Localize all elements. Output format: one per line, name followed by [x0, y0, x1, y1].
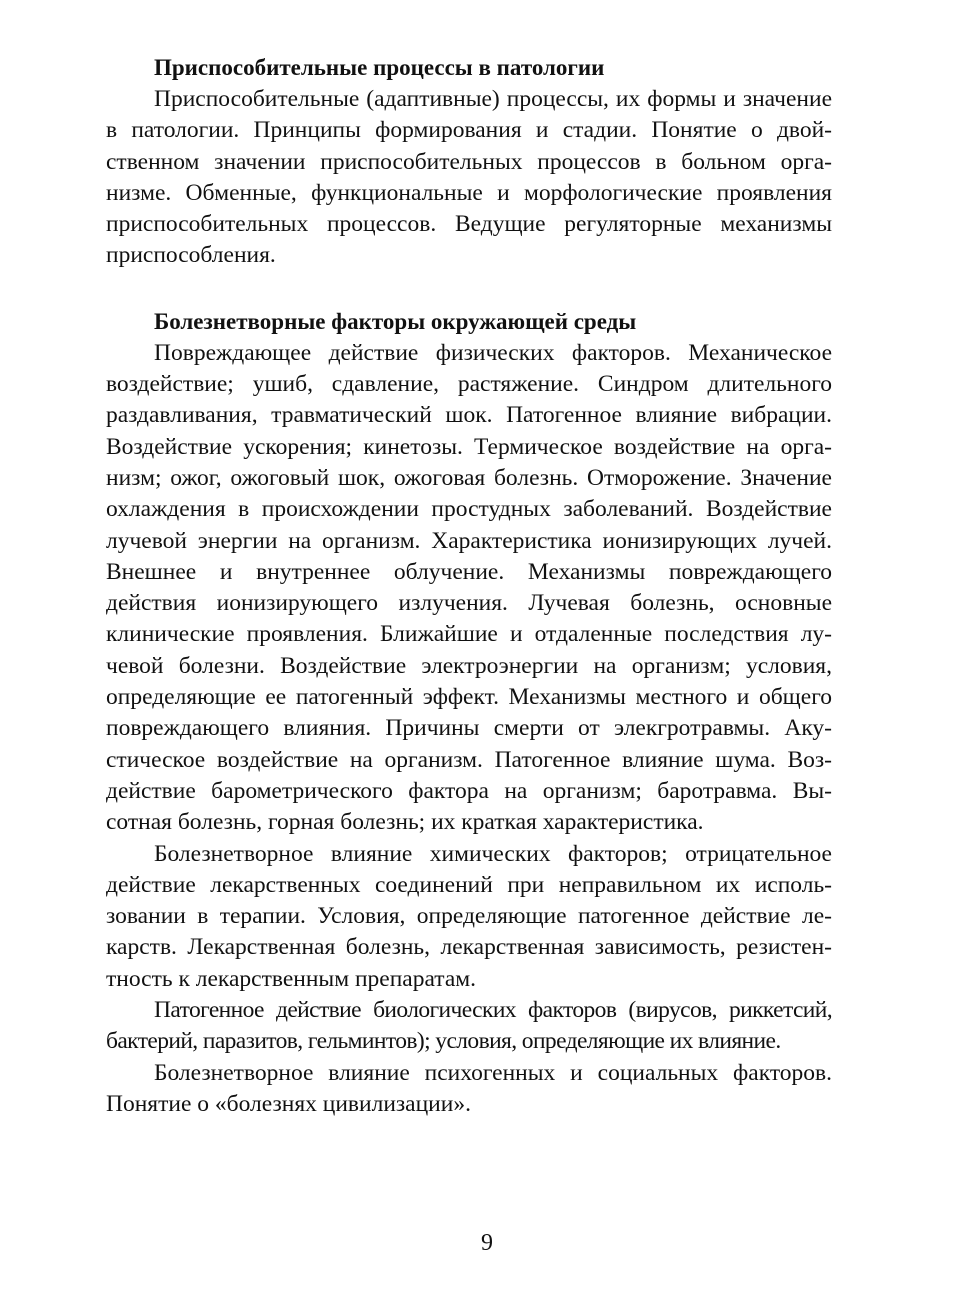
document-page — [106, 52, 832, 1120]
paragraph: Приспособительные (адаптивные) процессы, их формы и значение в патологии. Принципы формирования и стадии. Понятие о двойственном значении приспособительных процессов в больном организме. Обменные, функциональные и морфологические проявления приспособительных процессов. Ведущие регуляторные механизмы приспособления. — [106, 86, 832, 269]
section-heading: Болезнетворные факторы окружающей среды — [154, 308, 637, 334]
paragraph: Болезнетворное влияние психогенных и социальных факторов. Понятие о «болезнях цивилизации». — [106, 1059, 832, 1117]
section-environmental-factors — [106, 306, 832, 1120]
page-number: 9 — [481, 1230, 493, 1256]
section-adaptive-processes — [106, 52, 832, 272]
section-heading: Приспособительные процессы в патологии — [154, 55, 605, 80]
paragraph: Болезнетворное влияние химических факторов; отрицательное действие лекарственных соединений при неправильном их использовании в терапии. Условия, определяющие патогенное действие лекарств. Лекарственная болезнь, лекарственная зависимость, резистентность к лекарственным препаратам. — [106, 840, 832, 992]
paragraph: Патогенное действие биологических факторов (вирусов, риккетсий, бактерий, паразитов, гельминтов); условия, определяющие их влияние. — [106, 997, 832, 1055]
paragraph: Повреждающее действие физических факторов. Механическое воздействие; ушиб, сдавление, растяжение. Синдром длительного раздавливания, травматический шок. Патогенное влияние вибрации. Воздействие ускорения; кинетозы. Термическое воздействие на организм; ожог, ожоговый шок, ожоговая болезнь. Отморожение. Значение охлаждения в происхождении простудных заболеваний. Воздействие лучевой энергии на организм. Характеристика ионизирующих лучей. Внешнее и внутреннее облучение. Механизмы повреждающего действия ионизирующего излучения. Лучевая болезнь, основные клинические проявления. Ближайшие и отдаленные последствия лучевой болезни. Воздействие электроэнергии на организм; условия, определяющие ее патогенный эффект. Механизмы местного и общего повреждающего влияния. Причины смерти от элекгротравмы. Акустическое воздействие на организм. Патогенное влияние шума. Воздействие барометрического фактора на организм; баротравма. Высотная болезнь, горная болезнь; их краткая характеристика. — [106, 339, 832, 836]
